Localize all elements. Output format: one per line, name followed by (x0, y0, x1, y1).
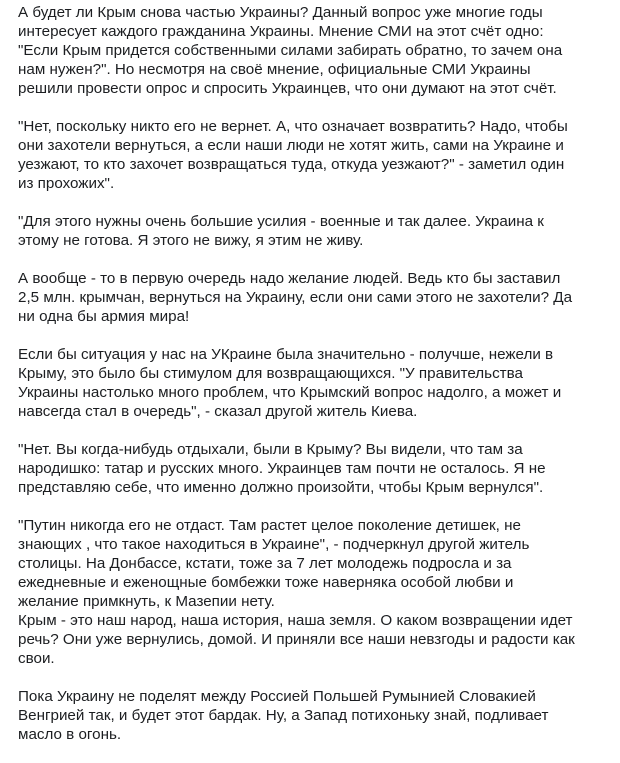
paragraph-8 (18, 611, 616, 668)
text-line: Пока Украину не поделят между Россией Польшей Румынией Словакией (18, 688, 536, 705)
text-line: А будет ли Крым снова частью Украины? Данный вопрос уже многие годы (18, 4, 543, 21)
paragraph-2 (18, 117, 616, 193)
text-line: свои. (18, 650, 55, 667)
text-line: нам нужен?". Но несмотря на своё мнение, официальные СМИ Украины (18, 61, 531, 78)
text-line: ни одна бы армия мира! (18, 308, 190, 325)
text-line: "Если Крым придется собственными силами забирать обратно, то зачем она (18, 42, 563, 59)
paragraph-3 (18, 212, 616, 250)
text-line: речь? Они уже вернулись, домой. И приняли все наши невзгоды и радости как (18, 631, 575, 648)
paragraph-6 (18, 440, 616, 497)
text-line: Крыму, это было бы стимулом для возвращающихся. "У правительства (18, 365, 523, 382)
text-line: представляю себе, что именно должно произойти, чтобы Крым вернулся". (18, 479, 544, 496)
text-line: 2,5 млн. крымчан, вернуться на Украину, если они сами этого не захотели? Да (18, 289, 573, 306)
paragraph-1 (18, 3, 616, 98)
text-line: этому не готова. Я этого не вижу, я этим не живу. (18, 232, 364, 249)
text-line: Украины настолько много проблем, что Крымский вопрос надолго, а может и (18, 384, 562, 401)
text-line: из прохожих". (18, 175, 115, 192)
text-line: "Для этого нужны очень большие усилия - военные и так далее. Украина к (18, 213, 544, 230)
text-line: народишко: татар и русских много. Украинцев там почти не осталось. Я не (18, 460, 546, 477)
text-line: Крым - это наш народ, наша история, наша земля. О каком возвращении идет (18, 612, 573, 629)
post-body (18, 3, 616, 763)
text-line: масло в огонь. (18, 726, 122, 743)
text-line: они захотели вернуться, а если наши люди не хотят жить, сами на Украине и (18, 137, 564, 154)
text-line: "Нет, поскольку никто его не вернет. А, что означает возвратить? Надо, чтобы (18, 118, 568, 135)
text-line: Если бы ситуация у нас на УКраине была значительно - получше, нежели в (18, 346, 554, 363)
text-line: А вообще - то в первую очередь надо желание людей. Ведь кто бы заставил (18, 270, 561, 287)
text-line: интересует каждого гражданина Украины. Мнение СМИ на этот счёт одно: (18, 23, 544, 40)
text-line: столицы. На Донбассе, кстати, тоже за 7 лет молодежь подросла и за (18, 555, 512, 572)
text-line: знающих , что такое находиться в Украине", - подчеркнул другой житель (18, 536, 530, 553)
paragraph-7 (18, 516, 616, 611)
text-line: решили провести опрос и спросить Украинцев, что они думают на этот счёт. (18, 80, 557, 97)
text-line: навсегда стал в очередь", - сказал другой житель Киева. (18, 403, 418, 420)
text-line: ежедневные и еженощные бомбежки тоже наверняка особой любви и (18, 574, 514, 591)
text-line: "Нет. Вы когда-нибудь отдыхали, были в Крыму? Вы видели, что там за (18, 441, 523, 458)
paragraph-5 (18, 345, 616, 421)
paragraph-4 (18, 269, 616, 326)
text-line: желание примкнуть, к Мазепии нету. (18, 593, 275, 610)
text-line: уезжают, то кто захочет возвращаться туда, откуда уезжают?" - заметил один (18, 156, 565, 173)
text-line: "Путин никогда его не отдаст. Там растет целое поколение детишек, не (18, 517, 521, 534)
text-line: Венгрией так, и будет этот бардак. Ну, а Запад потихоньку знай, подливает (18, 707, 549, 724)
